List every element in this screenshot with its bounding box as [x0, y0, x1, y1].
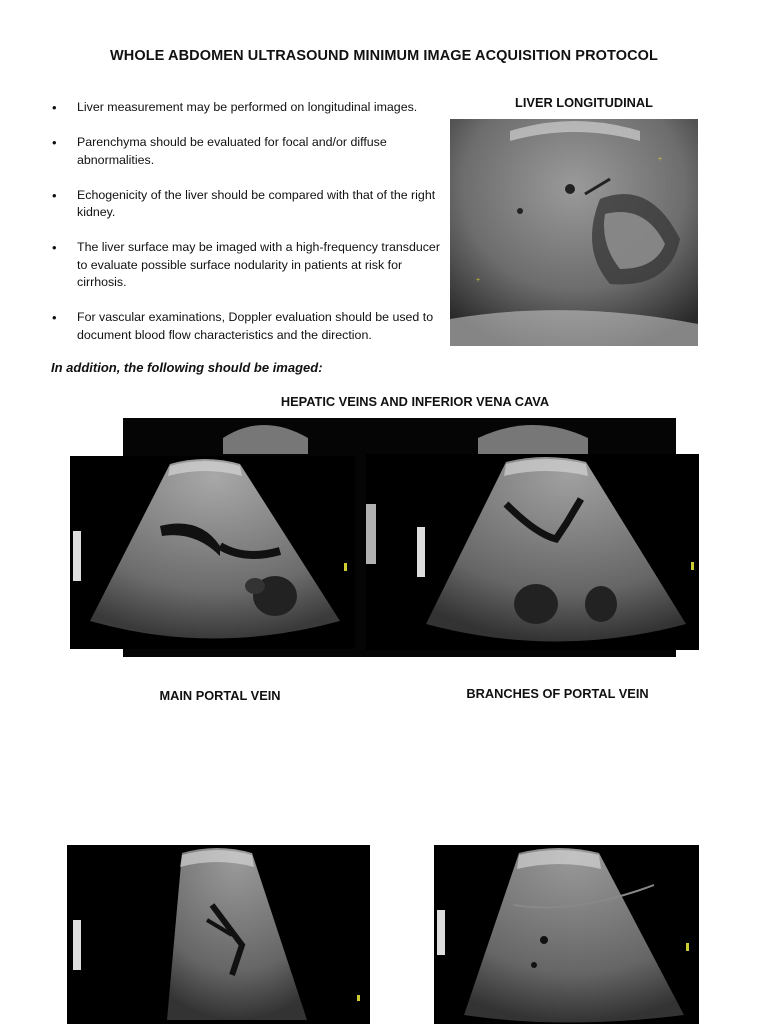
bullet-item: • Parenchyma should be evaluated for focal and/or diffuse abnormalities. — [52, 134, 447, 169]
portal-vein-branches-ultrasound — [434, 845, 699, 1024]
main-portal-vein-label: MAIN PORTAL VEIN — [159, 688, 281, 703]
bullet-list — [52, 99, 447, 362]
liver-longitudinal-ultrasound — [450, 119, 698, 346]
hepatic-veins-label: HEPATIC VEINS AND INFERIOR VENA CAVA — [280, 394, 550, 409]
hepatic-veins-ultrasound-left — [70, 456, 355, 649]
branches-portal-vein-label: BRANCHES OF PORTAL VEIN — [466, 686, 649, 701]
page-title: WHOLE ABDOMEN ULTRASOUND MINIMUM IMAGE ACQUISITION PROTOCOL — [109, 48, 658, 64]
addition-note: In addition, the following should be imaged: — [51, 360, 323, 375]
hepatic-veins-ultrasound-right — [366, 454, 699, 650]
bullet-item: • Echogenicity of the liver should be compared with that of the right kidney. — [52, 187, 447, 222]
bullet-item: • Liver measurement may be performed on longitudinal images. — [52, 99, 447, 117]
svg-text:+: + — [476, 277, 481, 284]
bullet-item: • For vascular examinations, Doppler evaluation should be used to document blood flow characteristics and the direction. — [52, 309, 447, 344]
svg-text:+: + — [658, 156, 663, 163]
main-portal-vein-ultrasound — [67, 845, 370, 1024]
liver-longitudinal-label: LIVER LONGITUDINAL — [515, 95, 653, 110]
bullet-item: • The liver surface may be imaged with a high-frequency transducer to evaluate possible surface nodularity in patients at risk for cirrhosis. — [52, 239, 447, 292]
